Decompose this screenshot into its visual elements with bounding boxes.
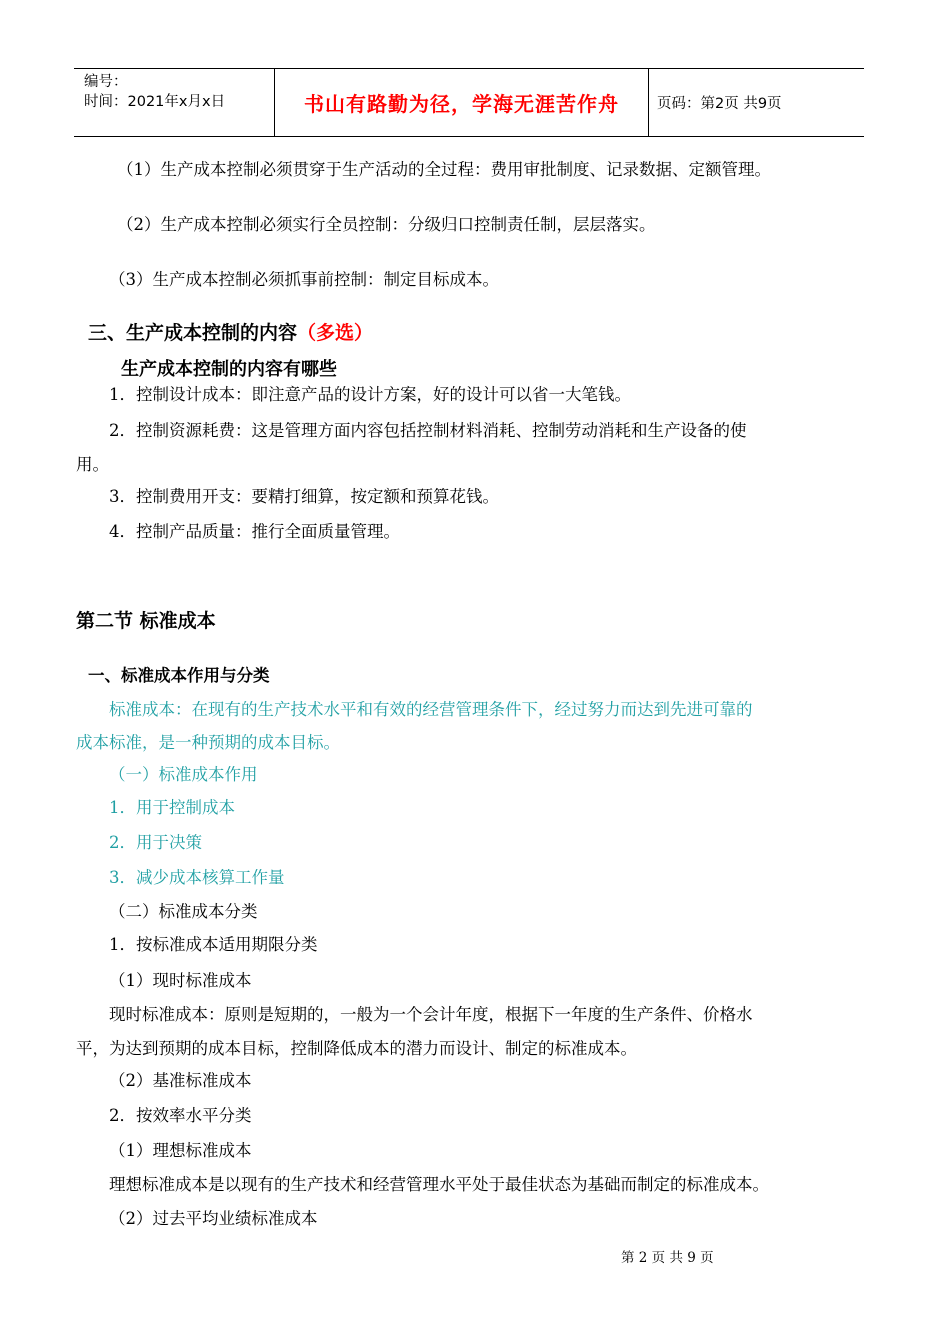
current-def-line-1: 现时标准成本：原则是短期的，一般为一个会计年度，根据下一年度的生产条件、价格水 — [109, 1005, 753, 1024]
base-standard: （2）基准标准成本 — [109, 1071, 252, 1090]
role-heading: （一）标准成本作用 — [109, 765, 258, 784]
current-def-line-2: 平，为达到预期的成本目标，控制降低成本的潜力而设计、制定的标准成本。 — [76, 1039, 637, 1058]
role-item-3: 3．减少成本核算工作量 — [109, 868, 285, 887]
content-item-2-line-2: 用。 — [76, 455, 109, 474]
content-item-1: 1．控制设计成本：即注意产品的设计方案，好的设计可以省一大笔钱。 — [109, 385, 631, 404]
section-3-title: 三、生产成本控制的内容 — [88, 322, 298, 344]
ideal-definition: 理想标准成本是以现有的生产技术和经营管理水平处于最佳状态为基础而制定的标准成本。 — [109, 1175, 769, 1194]
header-meta-cell — [74, 69, 275, 136]
chapter-title: 第二节 标准成本 — [76, 610, 216, 632]
header-date: 时间：2021年x月x日 — [84, 94, 226, 110]
principle-1: （1）生产成本控制必须贯穿于生产活动的全过程：费用审批制度、记录数据、定额管理。 — [117, 160, 771, 179]
header-motto: 书山有路勤为径，学海无涯苦作舟 — [304, 92, 619, 116]
page-header-table — [74, 68, 864, 137]
class-heading: （二）标准成本分类 — [109, 902, 258, 921]
content-item-4: 4．控制产品质量：推行全面质量管理。 — [109, 522, 400, 541]
class-by-efficiency: 2．按效率水平分类 — [109, 1106, 252, 1125]
part-1-title: 一、标准成本作用与分类 — [88, 666, 270, 685]
class-by-period: 1．按标准成本适用期限分类 — [109, 935, 318, 954]
ideal-standard: （1）理想标准成本 — [109, 1141, 252, 1160]
role-item-1: 1．用于控制成本 — [109, 798, 235, 817]
definition-line-2: 成本标准，是一种预期的成本目标。 — [76, 733, 340, 752]
header-number: 编号： — [84, 74, 128, 90]
past-average-standard: （2）过去平均业绩标准成本 — [109, 1209, 318, 1228]
principle-2: （2）生产成本控制必须实行全员控制：分级归口控制责任制，层层落实。 — [117, 215, 656, 234]
content-item-2-line-1: 2．控制资源耗费：这是管理方面内容包括控制材料消耗、控制劳动消耗和生产设备的使 — [109, 421, 747, 440]
section-3-subtitle: 生产成本控制的内容有哪些 — [121, 359, 337, 380]
content-item-3: 3．控制费用开支：要精打细算，按定额和预算花钱。 — [109, 487, 499, 506]
header-page-cell — [649, 69, 864, 136]
definition-line-1: 标准成本：在现有的生产技术水平和有效的经营管理条件下，经过努力而达到先进可靠的 — [109, 700, 753, 719]
header-page-info: 页码：第2页 共9页 — [657, 96, 782, 112]
header-motto-cell — [275, 69, 649, 136]
current-standard: （1）现时标准成本 — [109, 971, 252, 990]
section-3-tag: （多选） — [297, 322, 374, 344]
page-footer: 第 2 页 共 9 页 — [621, 1250, 714, 1266]
role-item-2: 2．用于决策 — [109, 833, 202, 852]
section-3-heading — [88, 322, 373, 344]
principle-3: （3）生产成本控制必须抓事前控制：制定目标成本。 — [109, 270, 499, 289]
